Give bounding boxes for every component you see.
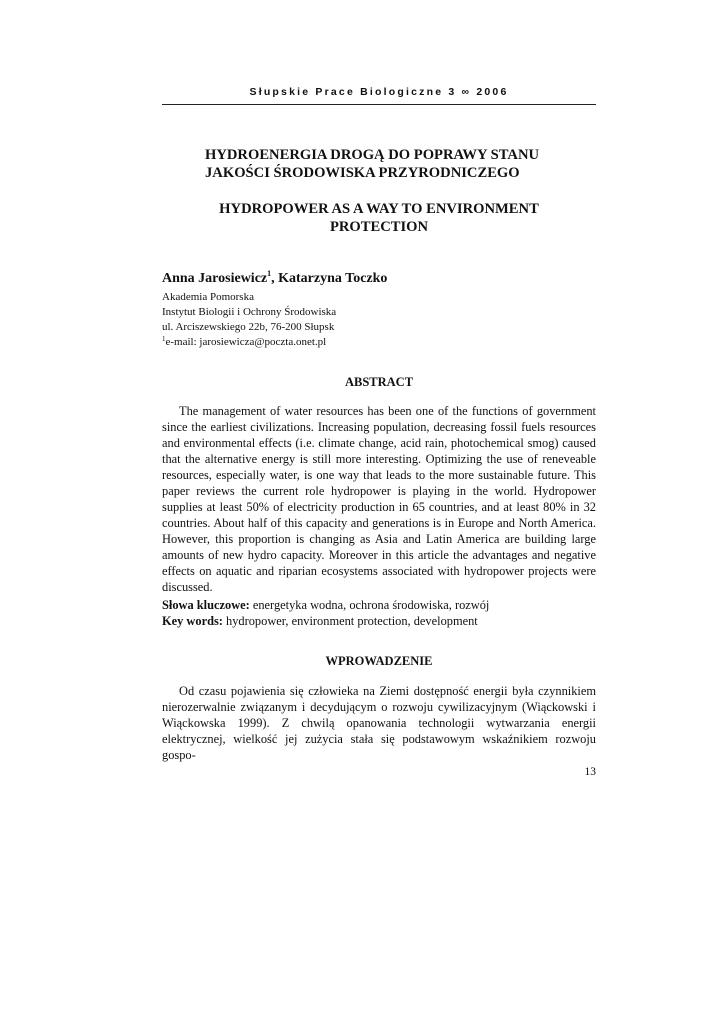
affiliation-line: ul. Arciszewskiego 22b, 76-200 Słupsk <box>162 321 335 333</box>
abstract-body <box>162 403 596 595</box>
abstract-heading: ABSTRACT <box>344 375 414 389</box>
title-polish-line: HYDROENERGIA DROGĄ DO POPRAWY STANU <box>205 147 540 163</box>
keywords-english-label: Key words: <box>162 614 223 628</box>
author-name: Katarzyna Toczko <box>278 271 388 286</box>
title-english-line: PROTECTION <box>329 219 429 235</box>
author-name: Anna Jarosiewicz <box>162 271 268 286</box>
keywords-polish-label: Słowa kluczowe: <box>162 598 250 612</box>
keywords <box>162 597 489 629</box>
email-line <box>162 335 336 350</box>
authors <box>162 271 387 287</box>
affiliation <box>162 290 336 350</box>
author-footnote-mark: 1 <box>267 269 272 278</box>
journal-header: Słupskie Prace Biologiczne 3 ∞ 2006 <box>249 86 509 98</box>
introduction-body <box>162 683 596 763</box>
page-number: 13 <box>584 766 596 778</box>
abstract-paragraph: The management of water resources has been one of the functions of government since the earliest civilizations. Increasing population, decreasing fossil fuels resources and environmental effects (i.e. climate change, acid rain, photochemical smog) caused that the alternative energy is still more interesting. Optimizing the use of reneveable resources, especially water, is one way that leads to the more sustainable future. This paper reviews the current role hydropower is playing in the world. Hydropower supplies at least 50% of electricity production in 65 countries, and at least 80% in 32 countries. About half of this capacity and generations is in Europe and North America. However, this proportion is changing as Asia and Latin America are building large amounts of new hydro capacity. Moreover in this article the advantages and negative effects on aquatic and riparian ecosystems associated with hydropower projects were discussed. <box>162 404 596 594</box>
keywords-polish <box>162 597 489 613</box>
keywords-polish-value: energetyka wodna, ochrona środowiska, rozwój <box>249 598 490 612</box>
keywords-english <box>162 613 489 629</box>
email-footnote-mark: 1 <box>162 335 166 343</box>
title-english <box>162 200 596 236</box>
keywords-english-value: hydropower, environment protection, development <box>222 614 478 628</box>
introduction-heading: WPROWADZENIE <box>325 654 433 668</box>
introduction-paragraph: Od czasu pojawienia się człowieka na Ziemi dostępność energii była czynnikiem nierozerwalnie związanym i decydującym o rozwoju cywilizacyjnym (Wiąckowski i Wiąckowska 1999). Z chwilą opanowania technologii wytwarzania energii elektrycznej, wielkość jej zużycia stała się podstawowym wskaźnikiem rozwoju gospo- <box>162 684 596 762</box>
affiliation-line: Akademia Pomorska <box>162 291 254 303</box>
title-polish <box>205 146 585 182</box>
email-text: e-mail: jarosiewicza@poczta.onet.pl <box>165 336 327 348</box>
author-separator: , <box>271 271 279 286</box>
title-english-line: HYDROPOWER AS A WAY TO ENVIRONMENT <box>219 201 539 217</box>
header-rule <box>162 104 596 105</box>
affiliation-line: Instytut Biologii i Ochrony Środowiska <box>162 306 337 318</box>
title-polish-line: JAKOŚCI ŚRODOWISKA PRZYRODNICZEGO <box>205 165 520 181</box>
